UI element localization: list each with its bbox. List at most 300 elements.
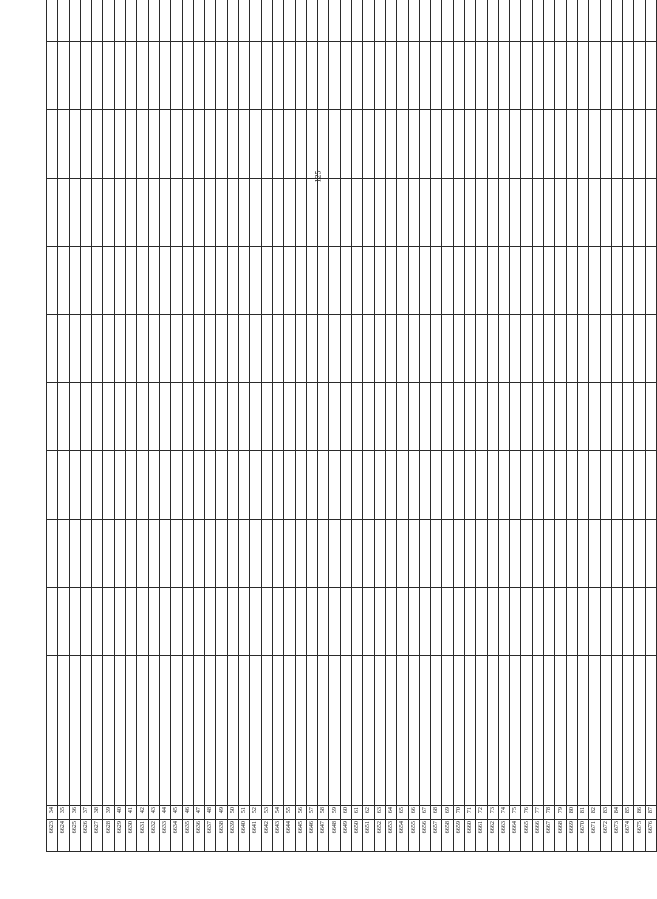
period-cell (487, 383, 498, 451)
table-row (408, 0, 419, 852)
period-cell (340, 587, 351, 655)
period-cell (148, 519, 159, 587)
table-row (566, 0, 577, 852)
period-cell (385, 519, 396, 587)
period-cell (261, 315, 272, 383)
period-cell (476, 0, 487, 42)
row-id: 6641 (250, 820, 261, 852)
period-cell (126, 178, 137, 246)
period-cell (453, 587, 464, 655)
address-cell (419, 656, 430, 806)
address-cell (521, 656, 532, 806)
period-cell (476, 587, 487, 655)
period-cell (284, 519, 295, 587)
row-number: 59 (329, 806, 340, 820)
row-number: 43 (148, 806, 159, 820)
period-cell (363, 587, 374, 655)
period-cell (80, 178, 91, 246)
table-row (487, 0, 498, 852)
period-cell (306, 519, 317, 587)
period-cell (532, 246, 543, 314)
period-cell (239, 0, 250, 42)
period-cell (521, 178, 532, 246)
period-cell (80, 315, 91, 383)
period-cell (352, 178, 363, 246)
period-cell (114, 178, 125, 246)
period-cell (171, 0, 182, 42)
period-cell (261, 246, 272, 314)
period-cell (532, 315, 543, 383)
table-wrapper (46, 40, 654, 852)
row-number: 46 (182, 806, 193, 820)
period-cell (611, 451, 622, 519)
period-cell (69, 0, 80, 42)
period-cell (634, 178, 645, 246)
period-cell (159, 315, 170, 383)
period-cell (126, 246, 137, 314)
period-cell (397, 587, 408, 655)
period-cell (600, 519, 611, 587)
period-cell (566, 315, 577, 383)
period-cell (510, 383, 521, 451)
address-cell (182, 656, 193, 806)
period-cell (205, 178, 216, 246)
period-cell (544, 178, 555, 246)
row-number: 70 (453, 806, 464, 820)
period-cell (634, 246, 645, 314)
period-cell (555, 519, 566, 587)
period-cell (623, 519, 634, 587)
period-cell (600, 451, 611, 519)
address-cell (566, 656, 577, 806)
period-cell (431, 587, 442, 655)
period-cell (295, 519, 306, 587)
period-cell (329, 178, 340, 246)
table-row (577, 0, 588, 852)
period-cell (126, 0, 137, 42)
period-cell (385, 587, 396, 655)
period-cell (261, 110, 272, 178)
period-cell (250, 315, 261, 383)
period-cell (645, 178, 656, 246)
period-cell (487, 451, 498, 519)
period-cell (544, 0, 555, 42)
period-cell (182, 383, 193, 451)
row-number: 39 (103, 806, 114, 820)
period-cell (126, 587, 137, 655)
row-id: 6642 (261, 820, 272, 852)
period-cell (408, 178, 419, 246)
period-cell (114, 110, 125, 178)
table-row (159, 0, 170, 852)
table-row (284, 0, 295, 852)
period-cell (476, 315, 487, 383)
period-cell (272, 0, 283, 42)
period-cell (600, 246, 611, 314)
row-number: 65 (397, 806, 408, 820)
period-cell (272, 178, 283, 246)
period-cell (182, 246, 193, 314)
period-cell (363, 451, 374, 519)
row-id: 6646 (306, 820, 317, 852)
period-cell (442, 110, 453, 178)
period-cell (498, 246, 509, 314)
table-row (532, 0, 543, 852)
row-number: 42 (137, 806, 148, 820)
row-id: 6626 (80, 820, 91, 852)
period-cell (623, 42, 634, 110)
period-cell (47, 451, 58, 519)
period-cell (487, 587, 498, 655)
period-cell (634, 383, 645, 451)
address-cell (272, 656, 283, 806)
period-cell (634, 519, 645, 587)
row-number: 84 (611, 806, 622, 820)
period-cell (623, 451, 634, 519)
period-cell (318, 0, 329, 42)
period-cell (284, 0, 295, 42)
period-cell (205, 519, 216, 587)
period-cell (58, 451, 69, 519)
period-cell (577, 519, 588, 587)
row-number: 41 (126, 806, 137, 820)
period-cell (47, 519, 58, 587)
table-row (306, 0, 317, 852)
address-cell (340, 656, 351, 806)
period-cell (171, 178, 182, 246)
period-cell (340, 42, 351, 110)
period-cell (216, 383, 227, 451)
period-cell (103, 383, 114, 451)
address-cell (544, 656, 555, 806)
table-row (521, 0, 532, 852)
period-cell (114, 0, 125, 42)
period-cell (566, 451, 577, 519)
period-cell (566, 110, 577, 178)
table-row (216, 0, 227, 852)
period-cell (577, 246, 588, 314)
address-cell (476, 656, 487, 806)
period-cell (193, 178, 204, 246)
period-cell (69, 178, 80, 246)
period-cell (521, 315, 532, 383)
period-cell (566, 178, 577, 246)
period-cell (306, 383, 317, 451)
period-cell (431, 110, 442, 178)
period-cell (555, 315, 566, 383)
period-cell (623, 178, 634, 246)
period-cell (239, 178, 250, 246)
period-cell (340, 110, 351, 178)
period-cell (193, 315, 204, 383)
period-cell (352, 42, 363, 110)
period-cell (80, 587, 91, 655)
address-cell (306, 656, 317, 806)
period-cell (114, 587, 125, 655)
period-cell (453, 519, 464, 587)
period-cell (205, 451, 216, 519)
period-cell (69, 246, 80, 314)
period-cell (329, 0, 340, 42)
row-number: 85 (623, 806, 634, 820)
period-cell (239, 451, 250, 519)
period-cell (510, 315, 521, 383)
period-cell (159, 587, 170, 655)
table-row (623, 0, 634, 852)
period-cell (137, 42, 148, 110)
period-cell (58, 110, 69, 178)
table-row (510, 0, 521, 852)
address-cell (329, 656, 340, 806)
period-cell (171, 383, 182, 451)
period-cell (329, 246, 340, 314)
period-cell (408, 587, 419, 655)
period-cell (645, 110, 656, 178)
period-cell (464, 42, 475, 110)
period-cell (352, 451, 363, 519)
period-cell (544, 587, 555, 655)
period-cell (645, 451, 656, 519)
address-cell (92, 656, 103, 806)
period-cell (193, 42, 204, 110)
period-cell (284, 315, 295, 383)
table-row (419, 0, 430, 852)
period-cell (284, 246, 295, 314)
period-cell (374, 42, 385, 110)
period-cell (589, 383, 600, 451)
period-cell (532, 0, 543, 42)
period-cell (69, 42, 80, 110)
period-cell (92, 246, 103, 314)
row-number: 52 (250, 806, 261, 820)
address-cell (318, 656, 329, 806)
period-cell (340, 519, 351, 587)
period-cell (239, 110, 250, 178)
period-cell (532, 110, 543, 178)
period-cell (284, 110, 295, 178)
period-cell (544, 110, 555, 178)
period-cell (261, 383, 272, 451)
period-cell (284, 178, 295, 246)
period-cell (148, 315, 159, 383)
period-cell (397, 383, 408, 451)
period-cell (92, 110, 103, 178)
period-cell (464, 110, 475, 178)
period-cell (318, 42, 329, 110)
period-cell (577, 587, 588, 655)
period-cell (171, 110, 182, 178)
period-cell (544, 315, 555, 383)
period-cell (182, 315, 193, 383)
row-number: 76 (521, 806, 532, 820)
row-id: 6662 (487, 820, 498, 852)
period-cell (442, 246, 453, 314)
period-cell (611, 246, 622, 314)
period-cell (498, 587, 509, 655)
row-number: 86 (634, 806, 645, 820)
row-id: 6631 (137, 820, 148, 852)
table-row (58, 0, 69, 852)
period-cell (284, 451, 295, 519)
period-cell (137, 519, 148, 587)
period-cell (442, 451, 453, 519)
period-cell (385, 110, 396, 178)
row-number: 78 (544, 806, 555, 820)
period-cell (227, 42, 238, 110)
table-row (47, 0, 58, 852)
address-cell (47, 656, 58, 806)
period-cell (58, 383, 69, 451)
period-cell (419, 315, 430, 383)
row-number: 64 (385, 806, 396, 820)
period-cell (431, 383, 442, 451)
table-row (544, 0, 555, 852)
period-cell (318, 383, 329, 451)
period-cell (47, 110, 58, 178)
row-id: 6634 (171, 820, 182, 852)
period-cell (645, 383, 656, 451)
period-cell (182, 110, 193, 178)
period-cell (600, 110, 611, 178)
row-number: 49 (216, 806, 227, 820)
period-cell (216, 519, 227, 587)
period-cell (397, 519, 408, 587)
period-cell (148, 0, 159, 42)
period-cell (103, 451, 114, 519)
period-cell (58, 178, 69, 246)
address-cell (645, 656, 656, 806)
period-cell (284, 587, 295, 655)
period-cell (171, 519, 182, 587)
period-cell (589, 246, 600, 314)
period-cell (431, 315, 442, 383)
address-cell (600, 656, 611, 806)
period-cell (137, 178, 148, 246)
address-cell (555, 656, 566, 806)
period-cell (555, 451, 566, 519)
period-cell (272, 587, 283, 655)
row-number: 38 (92, 806, 103, 820)
row-number: 47 (193, 806, 204, 820)
row-id: 6655 (408, 820, 419, 852)
period-cell (623, 315, 634, 383)
address-cell (103, 656, 114, 806)
period-cell (272, 246, 283, 314)
table-row (431, 0, 442, 852)
period-cell (159, 178, 170, 246)
table-row (374, 0, 385, 852)
period-cell (205, 383, 216, 451)
period-cell (623, 0, 634, 42)
period-cell (114, 451, 125, 519)
table-row (182, 0, 193, 852)
row-id: 6666 (532, 820, 543, 852)
address-cell (589, 656, 600, 806)
period-cell (340, 0, 351, 42)
period-cell (171, 451, 182, 519)
row-number: 45 (171, 806, 182, 820)
row-id: 6663 (498, 820, 509, 852)
period-cell (216, 451, 227, 519)
period-cell (442, 0, 453, 42)
period-cell (103, 0, 114, 42)
period-cell (544, 246, 555, 314)
address-cell (69, 656, 80, 806)
period-cell (487, 178, 498, 246)
period-cell (385, 451, 396, 519)
period-cell (329, 587, 340, 655)
period-cell (227, 519, 238, 587)
address-cell (126, 656, 137, 806)
period-cell (47, 315, 58, 383)
period-cell (80, 110, 91, 178)
period-cell (261, 587, 272, 655)
row-id: 6624 (58, 820, 69, 852)
period-cell (352, 0, 363, 42)
period-cell (216, 178, 227, 246)
period-cell (577, 315, 588, 383)
row-number: 77 (532, 806, 543, 820)
period-cell (295, 110, 306, 178)
address-cell (284, 656, 295, 806)
period-cell (69, 451, 80, 519)
period-cell (295, 587, 306, 655)
period-cell (419, 178, 430, 246)
period-cell (47, 178, 58, 246)
period-cell (487, 315, 498, 383)
period-cell (577, 110, 588, 178)
period-cell (103, 246, 114, 314)
period-cell (58, 315, 69, 383)
period-cell (453, 451, 464, 519)
period-cell (69, 519, 80, 587)
period-cell (600, 315, 611, 383)
period-cell (521, 451, 532, 519)
row-id: 6671 (589, 820, 600, 852)
period-cell (250, 519, 261, 587)
row-id: 6639 (227, 820, 238, 852)
period-cell (363, 178, 374, 246)
period-cell (566, 0, 577, 42)
row-number: 44 (159, 806, 170, 820)
row-id: 6623 (47, 820, 58, 852)
period-cell (555, 42, 566, 110)
address-cell (80, 656, 91, 806)
period-cell (272, 110, 283, 178)
period-cell (239, 246, 250, 314)
period-cell (205, 587, 216, 655)
period-cell (453, 246, 464, 314)
period-cell (182, 519, 193, 587)
period-cell (92, 383, 103, 451)
period-cell (329, 315, 340, 383)
period-cell (600, 0, 611, 42)
period-cell (476, 246, 487, 314)
row-number: 50 (227, 806, 238, 820)
row-id: 6658 (442, 820, 453, 852)
period-cell (419, 587, 430, 655)
period-cell (205, 0, 216, 42)
row-number: 36 (69, 806, 80, 820)
period-cell (148, 246, 159, 314)
period-cell (272, 451, 283, 519)
period-cell (600, 383, 611, 451)
period-cell (227, 383, 238, 451)
period-cell (148, 451, 159, 519)
row-id: 6630 (126, 820, 137, 852)
period-cell (182, 451, 193, 519)
address-cell (634, 656, 645, 806)
